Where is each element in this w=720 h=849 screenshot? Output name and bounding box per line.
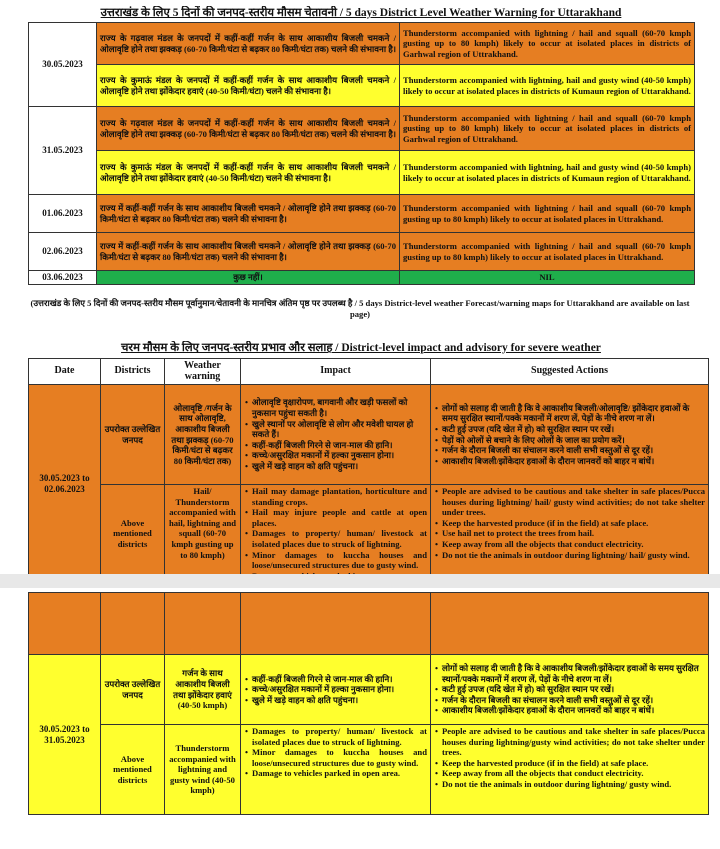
impact-weather-hindi: गर्जन के साथ आकाशीय बिजली तथा झोंकेदार हवाएं (40-50 kmph) (165, 655, 241, 725)
list-item: • People are advised to be cautious and take shelter in safe places/Pucca houses during lightning/gusty wind activities; do not take shelter under trees. (442, 726, 705, 758)
impact-table (28, 358, 709, 583)
warning-english: Thunderstorm accompanied with lightning / hail and squall (60-70 kmph gusting up to 80 kmph) likely to occur at isolated places in districts of Garhwal region of Uttrakhand. (400, 107, 695, 151)
warning-hindi: राज्य के गढ़वाल मंडल के जनपदों में कहीं-कहीं गर्जन के साथ आकाशीय बिजली चमकने / ओलावृष्टि होने तथा झक्कड़ (60-70 किमी/घंटा से बढ़कर 80 किमी/घंटा तक) चलने की संभावना है। (97, 107, 400, 151)
impact-date (29, 593, 101, 655)
warning-hindi: राज्य में कहीं-कहीं गर्जन के साथ आकाशीय बिजली चमकने / ओलावृष्टि होने तथा झक्कड़ (60-70 किमी/घंटा से बढ़कर 80 किमी/घंटा तक) चलने की संभावना है। (97, 233, 400, 271)
list-item: • लोगों को सलाह दी जाती है कि वे आकाशीय बिजली/झोंकेदार हवाओं के समय सुरक्षित स्थानों/पक्के मकानों में शरण लें, पेड़ों के नीचे शरण ना लें। (442, 663, 705, 684)
list-item: • कच्चे/असुरक्षित मकानों में हल्का नुकसान होना। (252, 450, 427, 461)
impact-weather-english (165, 593, 241, 655)
impact-district-english (101, 593, 165, 655)
warning-table (28, 22, 695, 285)
impact-weather-hindi: ओलावृष्टि /गर्जन के साथ ओलावृष्टि, आकाशीय बिजली तथा झक्कड़ (60-70 किमी/घंटा से बढ़कर 80 किमी/घंटा तक) (165, 385, 241, 485)
list-item: • Do not tie the animals in outdoor during lightning/ hail/ gusty wind. (442, 550, 705, 561)
warning-date: 03.06.2023 (29, 271, 97, 285)
list-item: • कहीं-कहीं बिजली गिरने से जान-माल की हानि। (252, 440, 427, 451)
list-item: • Damages to property/ human/ livestock at isolated places due to struck of lightning. (252, 528, 427, 549)
warning-hindi: राज्य के गढ़वाल मंडल के जनपदों में कहीं-कहीं गर्जन के साथ आकाशीय बिजली चमकने / ओलावृष्टि होने तथा झक्कड़ (60-70 किमी/घंटा से बढ़कर 80 किमी/घंटा तक) चलने की संभावना है। (97, 23, 400, 65)
list-item: • Minor damages to kuccha houses and loose/unsecured structures due to gusty wind. (252, 747, 427, 768)
warning-hindi: राज्य में कहीं-कहीं गर्जन के साथ आकाशीय बिजली चमकने / ओलावृष्टि होने तथा झक्कड़ (60-70 किमी/घंटा से बढ़कर 80 किमी/घंटा तक) चलने की संभावना है। (97, 195, 400, 233)
warning-date: 02.06.2023 (29, 233, 97, 271)
list-item: • आकाशीय बिजली/झोंकेदार हवाओं के दौरान जानवरों को बाहर न बांधें। (442, 456, 705, 467)
list-item: • Damage to vehicles parked in open area. (252, 768, 427, 779)
list-item: • Do not tie the animals in outdoor during lightning/ gusty wind. (442, 779, 705, 790)
list-item: • Keep the harvested produce (if in the field) at safe place. (442, 518, 705, 529)
maps-note: (उत्तराखंड के लिए 5 दिनों की जनपद-स्तरीय मौसम पूर्वानुमान/चेतावनी के मानचित्र अंतिम पृष्ठ पर उपलब्ध है / 5 days District-level weather Forecast/warning maps for Uttarakhand are available on last page) (30, 298, 690, 319)
warning-hindi: राज्य के कुमाऊं मंडल के जनपदों में कहीं-कहीं गर्जन के साथ आकाशीय बिजली चमकने / ओलावृष्टि होने तथा झोंकेदार हवाएं (40-50 किमी/घंटा) चलने की संभावना है। (97, 65, 400, 107)
list-item: • Keep away from all the objects that conduct electricity. (442, 768, 705, 779)
impact-weather-english: Thunderstorm accompanied with lightning and gusty wind (40-50 kmph) (165, 725, 241, 815)
impact-district-hindi: उपरोक्त उल्लेखित जनपद (101, 655, 165, 725)
impact-date: 30.05.2023 to 31.05.2023 (29, 655, 101, 815)
list-item: • लोगों को सलाह दी जाती है कि वे आकाशीय बिजली/ओलावृष्टि/ झोंकेदार हवाओं के समय सुरक्षित स्थानों/पक्के मकानों में शरण लें, पेड़ों के नीचे शरण ना लें। (442, 403, 705, 424)
list-item: • People are advised to be cautious and take shelter in safe places/Pucca houses during lightning/ hail/ gusty wind activities; do not take shelter under trees. (442, 486, 705, 518)
header-impact: Impact (241, 359, 431, 385)
list-item: • Damages to property/ human/ livestock at isolated places due to struck of lightning. (252, 726, 427, 747)
list-item: • ओलावृष्टि वृक्षारोपण, बागवानी और खड़ी फसलों को नुकसान पहुंचा सकती है। (252, 397, 427, 418)
list-item: • गर्जन के दौरान बिजली का संचालन करने वाली सभी वस्तुओं से दूर रहें। (442, 695, 705, 706)
list-item: • Hail may injure people and cattle at open places. (252, 507, 427, 528)
warning-date: 30.05.2023 (29, 23, 97, 107)
impact-list-hindi (241, 385, 431, 485)
list-item: • Keep away from all the objects that conduct electricity. (442, 539, 705, 550)
list-item: • खुले में खड़े वाहन को क्षति पहुंचना। (252, 695, 427, 706)
actions-list-hindi (431, 385, 709, 485)
list-item: • कहीं-कहीं बिजली गिरने से जान-माल की हानि। (252, 674, 427, 685)
list-item: • Minor damages to kuccha houses and loose/unsecured structures due to gusty wind. (252, 550, 427, 571)
list-item: • खुले में खड़े वाहन को क्षति पहुंचना। (252, 461, 427, 472)
impact-list-english (241, 485, 431, 583)
impact-list-hindi (241, 655, 431, 725)
actions-list-english (431, 593, 709, 655)
list-item: • Keep the harvested produce (if in the field) at safe place. (442, 758, 705, 769)
warning-hindi: राज्य के कुमाऊं मंडल के जनपदों में कहीं-कहीं गर्जन के साथ आकाशीय बिजली चमकने / ओलावृष्टि होने तथा झोंकेदार हवाएं (40-50 किमी/घंटा) चलने की संभावना है। (97, 151, 400, 195)
warning-english: Thunderstorm accompanied with lightning, hail and gusty wind (40-50 kmph) likely to occur at isolated places in districts of Kumaun region of Uttarakhand. (400, 65, 695, 107)
header-suggested-actions: Suggested Actions (431, 359, 709, 385)
impact-list-english (241, 725, 431, 815)
warning-english: NIL (400, 271, 695, 285)
actions-list-english (431, 485, 709, 583)
impact-title: चरम मौसम के लिए जनपद-स्तरीय प्रभाव और सलाह / District-level impact and advisory for severe weather (121, 342, 601, 354)
actions-list-hindi (431, 655, 709, 725)
list-item: • Use hail net to protect the trees from hail. (442, 528, 705, 539)
impact-district-english: Above mentioned districts (101, 485, 165, 583)
warning-date: 01.06.2023 (29, 195, 97, 233)
header-date: Date (29, 359, 101, 385)
warning-english: Thunderstorm accompanied with lightning / hail and squall (60-70 kmph gusting up to 80 kmph) likely to occur at isolated places in districts of Garhwal region of Uttrakhand. (400, 23, 695, 65)
list-item: • पेड़ों को ओलों से बचाने के लिए ओलों के जाल का प्रयोग करें। (442, 435, 705, 446)
page-break (0, 574, 720, 588)
impact-district-hindi: उपरोक्त उल्लेखित जनपद (101, 385, 165, 485)
header-weather-warning: Weather warning (165, 359, 241, 385)
impact-date: 30.05.2023 to 02.06.2023 (29, 385, 101, 583)
impact-table-continued (28, 592, 709, 815)
warning-hindi: कुछ नहीं। (97, 271, 400, 285)
warning-english: Thunderstorm accompanied with lightning, hail and gusty wind (40-50 kmph) likely to occur at isolated places in districts of Kumaun region of Uttarakhand. (400, 151, 695, 195)
warning-date: 31.05.2023 (29, 107, 97, 195)
list-item: • कच्चे/असुरक्षित मकानों में हल्का नुकसान होना। (252, 684, 427, 695)
list-item: • Hail may damage plantation, horticulture and standing crops. (252, 486, 427, 507)
warning-english: Thunderstorm accompanied with lightning / hail and squall (60-70 kmph gusting up to 80 kmph) likely to occur at isolated places in Uttrakhand. (400, 195, 695, 233)
impact-weather-english: Hail/ Thunderstorm accompanied with hail, lightning and squall (60-70 kmph gusting up to 80 kmph) (165, 485, 241, 583)
list-item: • गर्जन के दौरान बिजली का संचालन करने वाली सभी वस्तुओं से दूर रहें। (442, 445, 705, 456)
list-item: • खुले स्थानों पर ओलावृष्टि से लोग और मवेशी घायल हो सकते हैं। (252, 419, 427, 440)
warning-english: Thunderstorm accompanied with lightning / hail and squall (60-70 kmph gusting up to 80 kmph) likely to occur at isolated places in Uttrakhand. (400, 233, 695, 271)
list-item: • कटी हुई उपज (यदि खेत में हो) को सुरक्षित स्थान पर रखें। (442, 424, 705, 435)
actions-list-english (431, 725, 709, 815)
warning-title: उत्तराखंड के लिए 5 दिनों की जनपद-स्तरीय मौसम चेतावनी / 5 days District Level Weather Warning for Uttarakhand (100, 7, 622, 19)
list-item: • आकाशीय बिजली/झोंकेदार हवाओं के दौरान जानवरों को बाहर न बांधें। (442, 705, 705, 716)
list-item: • कटी हुई उपज (यदि खेत में हो) को सुरक्षित स्थान पर रखें। (442, 684, 705, 695)
impact-list-english (241, 593, 431, 655)
header-districts: Districts (101, 359, 165, 385)
impact-district-english: Above mentioned districts (101, 725, 165, 815)
